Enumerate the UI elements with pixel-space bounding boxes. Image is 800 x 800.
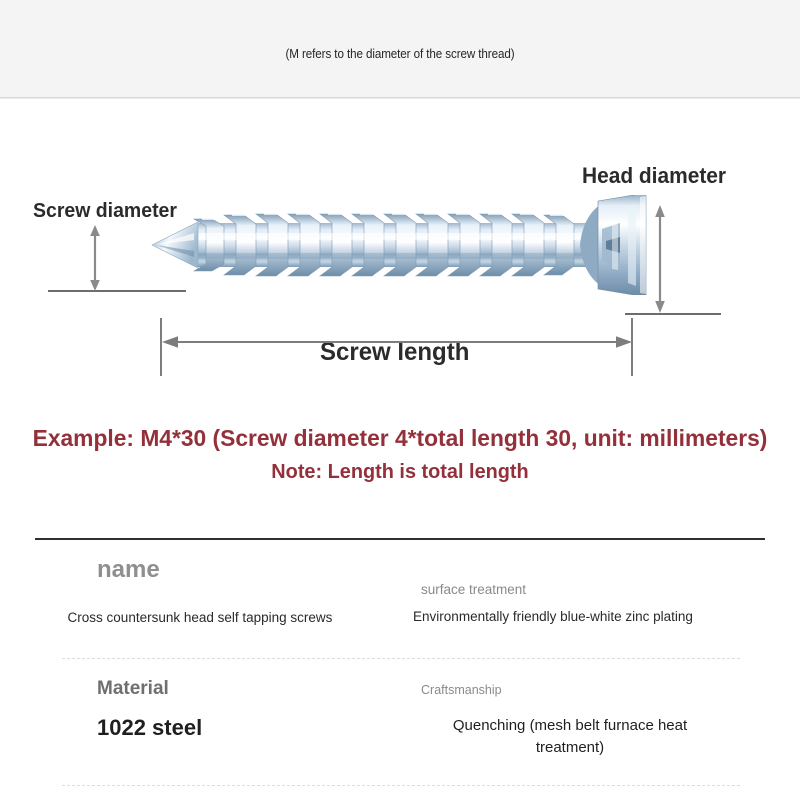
label-screw-length: Screw length <box>320 338 470 366</box>
double-arrow-vertical-icon-head-diameter <box>653 205 667 313</box>
spec-value-surface-treatment: Environmentally friendly blue-white zinc plating <box>413 609 693 624</box>
spec-value-material: 1022 steel <box>97 715 203 740</box>
spec-key-craftsmanship: Craftsmanship <box>421 683 502 697</box>
spec-row-divider <box>62 658 740 659</box>
spec-row-divider <box>62 785 740 786</box>
spec-key-surface-treatment: surface treatment <box>421 582 527 597</box>
screw-dimension-diagram <box>0 100 800 400</box>
example-block <box>0 425 800 484</box>
banner-note-text: (M refers to the diameter of the screw thread) <box>285 47 515 61</box>
spec-key-material: Material <box>97 678 169 699</box>
note-text: Note: Length is total length <box>271 460 529 483</box>
spec-table-top-divider <box>35 538 765 540</box>
double-arrow-horizontal-icon-screw-length <box>162 334 632 350</box>
spec-key-name: name <box>97 556 160 583</box>
example-text: Example: M4*30 (Screw diameter 4*total length 30, unit: millimeters) <box>32 425 768 451</box>
spec-value-name: Cross countersunk head self tapping screws <box>67 610 333 625</box>
label-screw-diameter: Screw diameter <box>33 199 177 222</box>
spec-value-craftsmanship: Quenching (mesh belt furnace heat treatment) <box>452 717 688 756</box>
screw-illustration <box>150 195 650 295</box>
double-arrow-vertical-icon-screw-diameter <box>88 225 102 291</box>
label-head-diameter: Head diameter <box>582 163 727 188</box>
spec-table <box>0 556 800 756</box>
baseline-right-dimension <box>625 313 721 315</box>
